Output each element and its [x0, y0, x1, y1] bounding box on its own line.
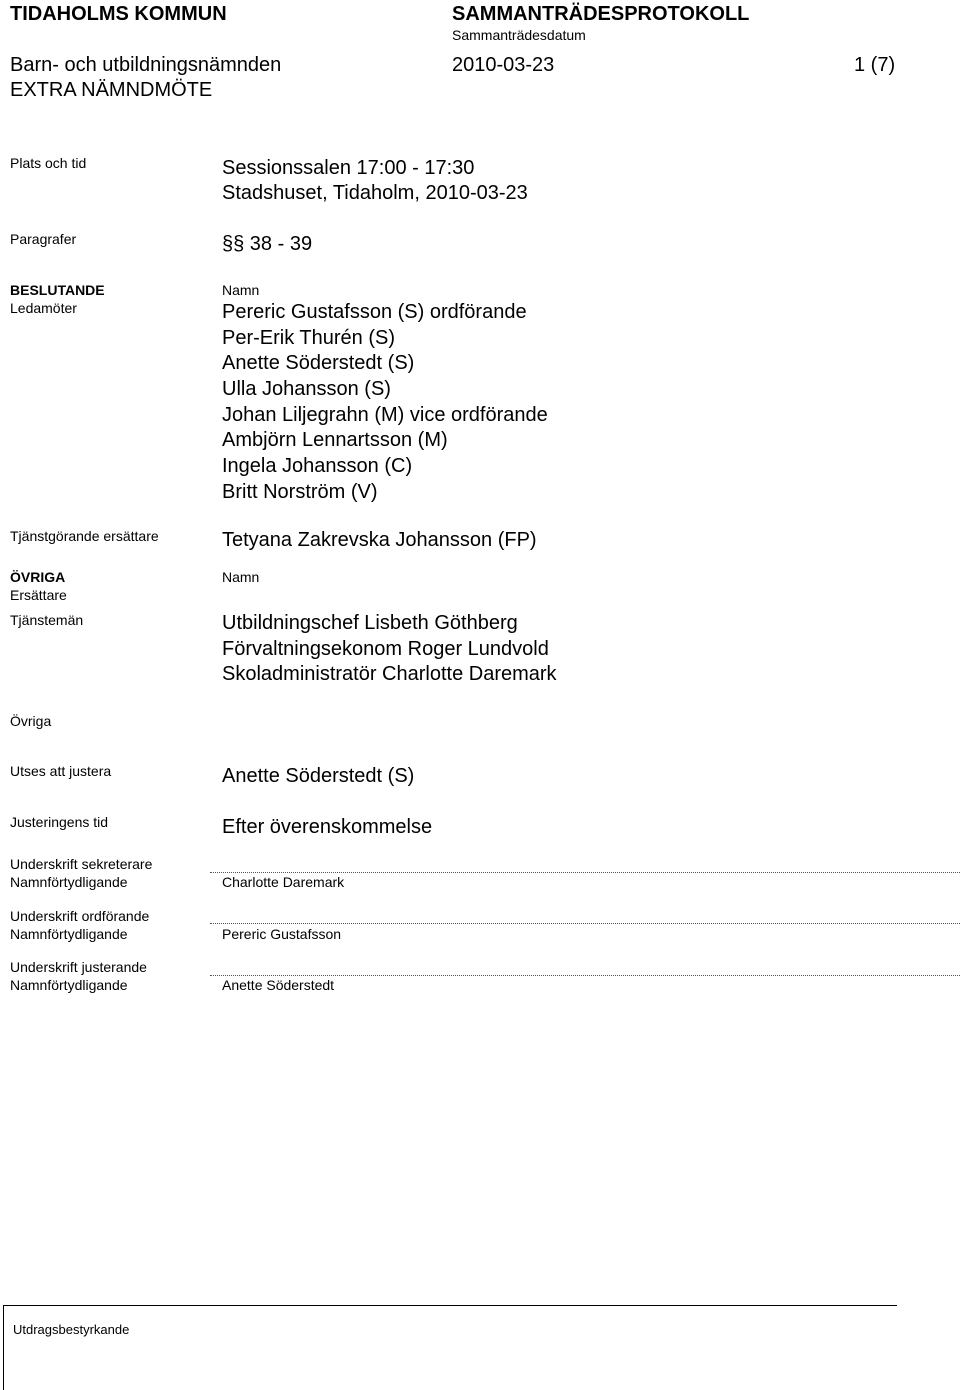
name-clarification-label: Namnförtydligande — [10, 874, 128, 890]
signature-line — [210, 872, 960, 873]
appointed-adjuster-label: Utses att justera — [10, 763, 112, 779]
official-name: Skoladministratör Charlotte Daremark — [222, 663, 557, 685]
paragraphs-value: §§ 38 - 39 — [222, 233, 313, 255]
paragraphs-label: Paragrafer — [10, 231, 77, 247]
extract-certification-label: Utdragsbestyrkande — [13, 1322, 130, 1337]
member-name: Johan Liljegrahn (M) vice ordförande — [222, 403, 548, 426]
document-type-title: SAMMANTRÄDESPROTOKOLL — [452, 3, 750, 25]
others-heading: ÖVRIGA — [10, 569, 66, 585]
member-name: Anette Söderstedt (S) — [222, 352, 415, 375]
signature-line — [210, 975, 960, 976]
date-label: Sammanträdesdatum — [452, 27, 586, 43]
place-label: Plats och tid — [10, 155, 87, 171]
name-clarification-label: Namnförtydligande — [10, 926, 128, 942]
members-list — [222, 300, 548, 506]
meeting-date: 2010-03-23 — [452, 54, 555, 76]
deciding-heading: BESLUTANDE — [10, 282, 105, 298]
extract-certification-box — [3, 1305, 897, 1390]
others-name-header: Namn — [222, 569, 260, 585]
adjustment-time-value: Efter överenskommelse — [222, 816, 433, 838]
official-name: Förvaltningsekonom Roger Lundvold — [222, 637, 549, 660]
official-name: Utbildningschef Lisbeth Göthberg — [222, 612, 518, 634]
adjustment-time-label: Justeringens tid — [10, 814, 109, 830]
officials-list — [222, 611, 557, 688]
member-name: Britt Norström (V) — [222, 480, 378, 503]
signature-chair-label: Underskrift ordförande — [10, 908, 150, 924]
meeting-type: EXTRA NÄMNDMÖTE — [10, 79, 213, 101]
signature-adjuster-label: Underskrift justerande — [10, 959, 147, 975]
name-clarification-label: Namnförtydligande — [10, 977, 128, 993]
adjuster-name: Anette Söderstedt — [222, 977, 335, 993]
appointed-adjuster-value: Anette Söderstedt (S) — [222, 765, 415, 787]
secretary-name: Charlotte Daremark — [222, 874, 345, 890]
others-substitutes-label: Ersättare — [10, 587, 67, 603]
members-name-header: Namn — [222, 282, 260, 298]
member-name: Ambjörn Lennartsson (M) — [222, 429, 448, 452]
substitutes-serving-label: Tjänstgörande ersättare — [10, 528, 159, 544]
member-name: Ulla Johansson (S) — [222, 378, 391, 401]
municipality-title: TIDAHOLMS KOMMUN — [10, 3, 227, 25]
place-line-2: Stadshuset, Tidaholm, 2010-03-23 — [222, 182, 528, 204]
substitute-serving-name: Tetyana Zakrevska Johansson (FP) — [222, 529, 537, 551]
officials-label: Tjänstemän — [10, 612, 84, 628]
misc-label: Övriga — [10, 713, 52, 729]
member-name: Pereric Gustafsson (S) ordförande — [222, 301, 527, 323]
members-label: Ledamöter — [10, 300, 77, 316]
signature-line — [210, 923, 960, 924]
member-name: Ingela Johansson (C) — [222, 455, 413, 478]
signature-secretary-label: Underskrift sekreterare — [10, 856, 153, 872]
member-name: Per-Erik Thurén (S) — [222, 326, 396, 349]
place-line-1: Sessionssalen 17:00 - 17:30 — [222, 157, 475, 179]
page-number: 1 (7) — [854, 54, 896, 76]
chair-name: Pereric Gustafsson — [222, 926, 342, 942]
committee-name: Barn- och utbildningsnämnden — [10, 54, 282, 76]
